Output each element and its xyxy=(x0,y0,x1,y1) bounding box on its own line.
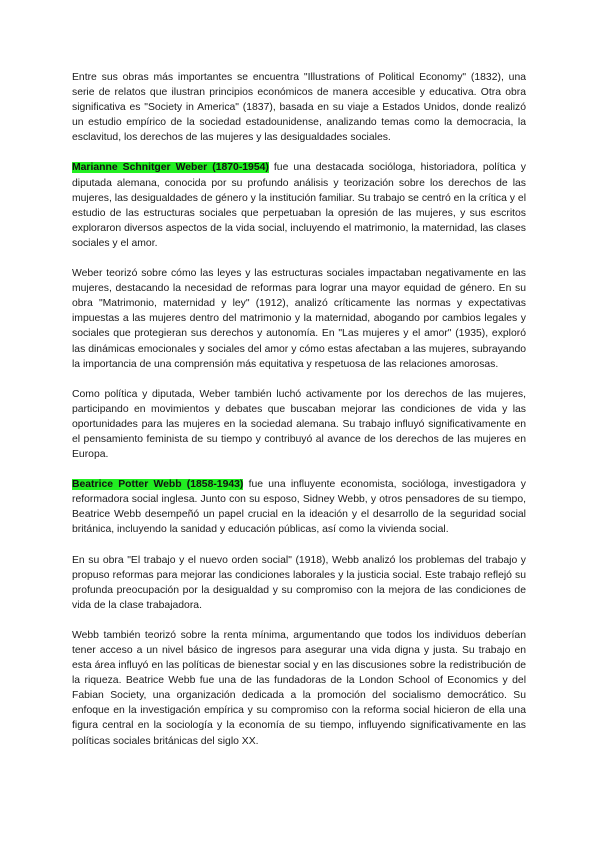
paragraph-text: Weber teorizó sobre cómo las leyes y las estructuras sociales impactaban negativamente en las mujeres, destacando la necesidad de reformas para lograr una mayor equidad de género. En su obra "Matrimonio, maternidad y ley" (1912), analizó críticamente las normas y expectativas impuestas a las mujeres dentro del matrimonio y la maternidad, abogando por cambios legales y sociales que protegieran sus derechos y autonomía. En "Las mujeres y el amor" (1935), exploró las dinámicas emocionales y sociales del amor y cómo estas afectaban a las mujeres, subrayando la importancia de una comprensión más equitativa y respetuosa de las relaciones amorosas. xyxy=(72,268,526,370)
document-body xyxy=(72,70,526,764)
paragraph-text: En su obra "El trabajo y el nuevo orden social" (1918), Webb analizó los problemas del trabajo y propuso reformas para mejorar las condiciones laborales y la justicia social. Este trabajo reflejó su profunda preocupación por la desigualdad y su compromiso con la mejora de las condiciones de vida de la clase trabajadora. xyxy=(72,554,526,611)
paragraph-weber-theory xyxy=(72,266,526,372)
paragraph-text: Webb también teorizó sobre la renta mínima, argumentando que todos los individuos deberían tener acceso a un nivel básico de ingresos para asegurar una vida digna y justa. Su trabajo en esta área influyó en las políticas de bienestar social y en las discusiones sobre la redistribución de la riqueza. Beatrice Webb fue una de las fundadoras de la London School of Economics y del Fabian Society, una organización dedicada a la promoción del socialismo democrático. Su enfoque en la investigación empírica y su compromiso con la reforma social hicieron de ella una figura central en la sociología y la economía de su tiempo, influyendo significativamente en las políticas sociales británicas del siglo XX. xyxy=(72,629,526,747)
paragraph-text: Entre sus obras más importantes se encuentra "Illustrations of Political Economy" (1832), una serie de relatos que ilustran principios económicos de manera accesible y educativa. Otra obra significativa es "Society in America" (1837), basada en su viaje a Estados Unidos, donde realizó un estudio empírico de la sociedad estadounidense, analizando temas como la democracia, la esclavitud, los derechos de las mujeres y las desigualdades sociales. xyxy=(72,72,526,144)
paragraph-text: fue una destacada socióloga, historiadora, política y diputada alemana, conocida por su profundo análisis y teorización sobre los derechos de las mujeres, las desigualdades de género y la institución familiar. Su trabajo se centró en la crítica y el estudio de las estructuras sociales que perpetuaban la opresión de las mujeres, y sus escritos exploraron diversos aspectos de la vida social, incluyendo el matrimonio, la maternidad, las clases sociales y el amor. xyxy=(72,162,526,249)
highlighted-name-weber: Marianne Schnitger Weber (1870-1954) xyxy=(72,162,269,174)
paragraph-text: Como política y diputada, Weber también luchó activamente por los derechos de las mujeres, participando en movimientos y debates que buscaban mejorar las condiciones de vida y las oportunidades para las mujeres en la sociedad alemana. Su trabajo influyó significativamente en el pensamiento feminista de su tiempo y contribuyó al avance de los derechos de las mujeres en Europa. xyxy=(72,388,526,461)
paragraph-weber-intro xyxy=(72,160,526,251)
paragraph-webb-work xyxy=(72,553,526,613)
paragraph-webb-income xyxy=(72,628,526,749)
paragraph-weber-politics xyxy=(72,387,526,462)
paragraph-webb-intro xyxy=(72,477,526,537)
paragraph-text: fue una influyente economista, socióloga, investigadora y reformadora social inglesa. Junto con su esposo, Sidney Webb, y otros pensadores de su tiempo, Beatrice Webb desempeñó un papel crucial en la ideación y el desarrollo de la seguridad social británica, incluyendo la sanidad y educación públicas, así como la vivienda social. xyxy=(72,479,526,536)
highlighted-name-webb: Beatrice Potter Webb (1858-1943) xyxy=(72,479,244,491)
paragraph-martineau-works xyxy=(72,70,526,145)
